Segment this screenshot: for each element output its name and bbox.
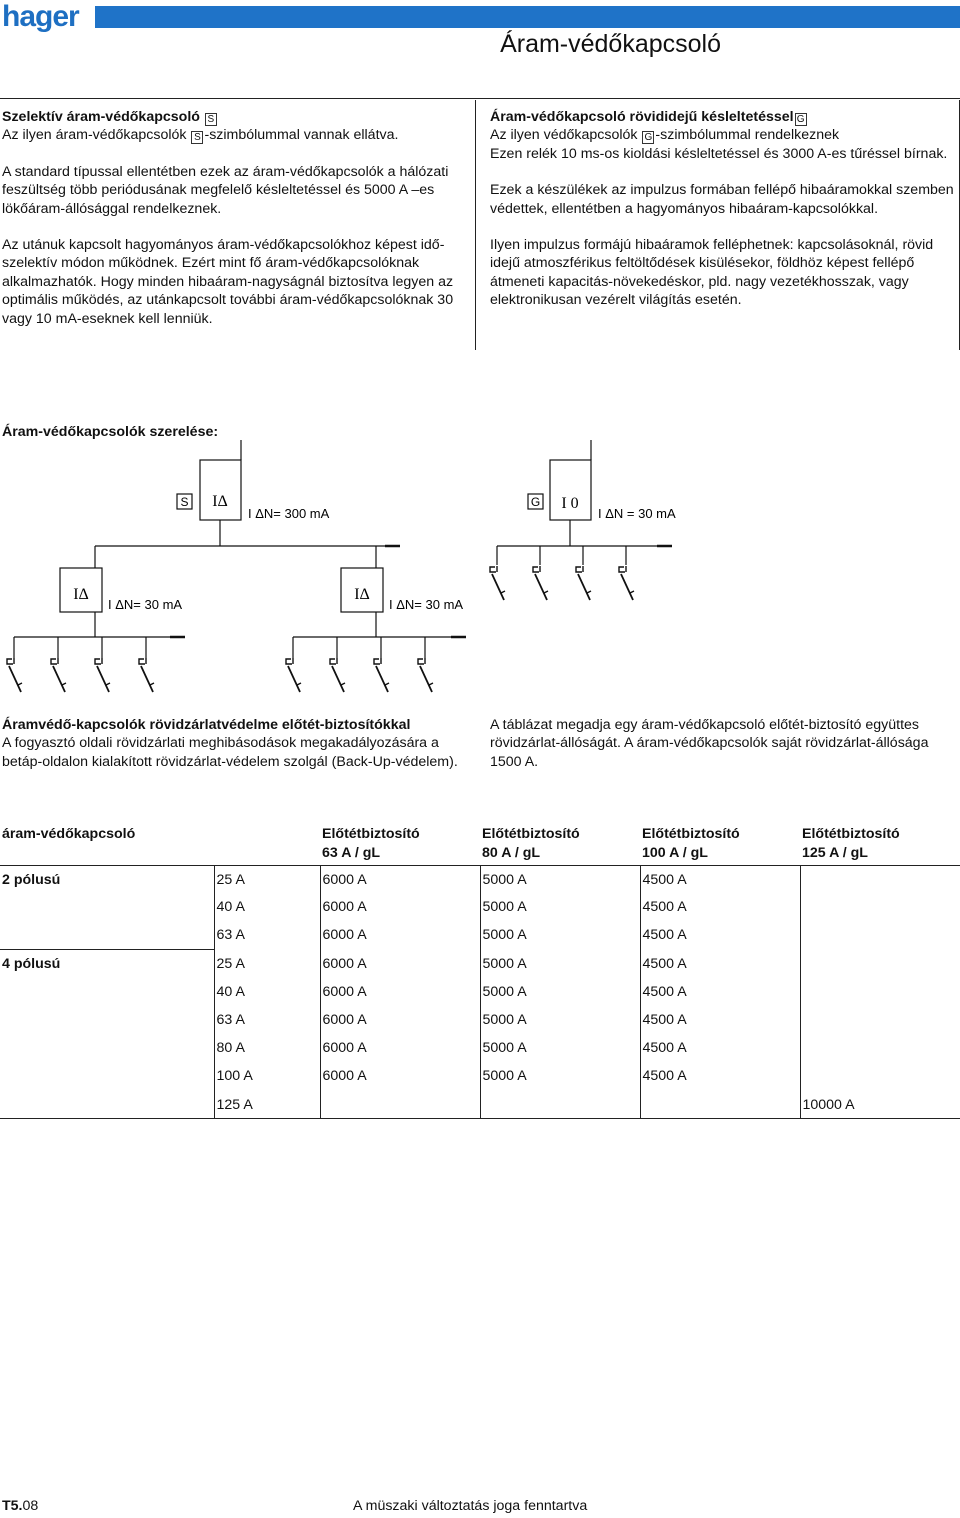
column-divider-left [475, 100, 476, 350]
col-header: Előtétbiztosító 80 A / gL [482, 826, 580, 861]
row-value [800, 950, 960, 978]
col-header: Előtétbiztosító 125 A / gL [802, 826, 900, 861]
col0-header: áram-védőkapcsoló [2, 826, 136, 842]
sub1-rating: I ΔN= 30 mA [108, 597, 183, 612]
page-code: T5.08 [2, 1498, 39, 1514]
page-title: Áram-védőkapcsoló [500, 30, 721, 58]
g-symbol-icon: G [795, 113, 807, 126]
table-row [0, 1034, 960, 1062]
left-column [2, 108, 467, 346]
row-value [800, 1034, 960, 1062]
main-g-rating: I ΔN = 30 mA [598, 506, 676, 521]
logo-text: hager [2, 0, 79, 33]
row-value [800, 865, 960, 893]
short-delay-line1: Az ilyen védőkapcsolók G -szimbólummal rendelkeznek [490, 127, 840, 144]
installation-diagram [0, 440, 960, 700]
footer-note: A müszaki változtatás joga fenntartva [353, 1498, 588, 1514]
short-delay-line2: Ezen relék 10 ms-os kioldási késleltetéssel és 3000 A-es tűréssel bírnak. [490, 145, 948, 162]
backup-section [2, 716, 462, 771]
row-value [800, 921, 960, 949]
table-row [0, 978, 960, 1006]
row-value: 6000 A [320, 1006, 480, 1034]
header-bar [95, 6, 960, 28]
row-value: 5000 A [480, 1006, 640, 1034]
table-row [0, 1091, 960, 1119]
top-rule [0, 98, 960, 99]
row-rating: 25 A [214, 865, 320, 893]
s-symbol-icon: S [191, 131, 203, 144]
main-s-symbol: S [180, 495, 189, 509]
row-value [640, 1091, 800, 1119]
col-header: Előtétbiztosító 63 A / gL [322, 826, 420, 861]
backup-right-text: A táblázat megadja egy áram-védőkapcsoló előtét-biztosító együttes rövidzárlat-állóságát. A áram-védőkapcsolók saját rövidzárlat-állósága 1500 A. [490, 717, 929, 770]
table-header-row [0, 821, 960, 865]
s-symbol-icon: S [205, 113, 217, 126]
selective-line1: Az ilyen áram-védőkapcsolók S -szimbólummal vannak ellátva. [2, 127, 399, 144]
row-group-label [0, 921, 214, 949]
hager-logo [2, 0, 82, 34]
row-group-label [0, 1006, 214, 1034]
row-group-label [0, 1091, 214, 1119]
row-value: 6000 A [320, 950, 480, 978]
short-delay-para2: Ezek a készülékek az impulzus formában fellépő hibaáramokkal szemben védettek, ellentétben a hagyományos hibaáram-kapcsolókkal. [490, 182, 954, 217]
installation-heading: Áram-védőkapcsolók szerelése: [2, 424, 219, 440]
sub-device-1 [7, 546, 185, 692]
main-s-device [95, 440, 400, 546]
main-s-rating: I ΔN= 300 mA [248, 506, 330, 521]
row-group-label [0, 1062, 214, 1090]
row-value: 6000 A [320, 1034, 480, 1062]
row-value [800, 1062, 960, 1090]
selective-para2: A standard típussal ellentétben ezek az áram-védőkapcsolók a hálózati feszültség több periódusának megfelelő késleltetéssel és 5000 A –es lökőáram-állósággal rendelkeznek. [2, 163, 449, 217]
row-value: 5000 A [480, 1062, 640, 1090]
sub-device-2 [286, 546, 466, 692]
g-symbol-icon: G [642, 131, 654, 144]
sub1-device-label: IΔ [73, 586, 89, 603]
row-value: 4500 A [640, 1006, 800, 1034]
row-value: 5000 A [480, 978, 640, 1006]
row-value: 4500 A [640, 950, 800, 978]
selective-heading: Szelektív áram-védőkapcsoló S [2, 108, 467, 126]
row-group-label: 2 pólusú [2, 871, 61, 888]
row-group-label [0, 1034, 214, 1062]
sub2-device-label: IΔ [354, 586, 370, 603]
row-rating: 80 A [214, 1034, 320, 1062]
col-header: Előtétbiztosító 100 A / gL [642, 826, 740, 861]
table-row [0, 865, 960, 893]
row-rating: 40 A [214, 978, 320, 1006]
right-column [490, 108, 955, 328]
row-rating: 63 A [214, 921, 320, 949]
row-value [480, 1091, 640, 1119]
row-rating: 100 A [214, 1062, 320, 1090]
row-value: 6000 A [320, 921, 480, 949]
row-group-label: 4 pólusú [0, 950, 214, 978]
row-value [800, 893, 960, 921]
short-delay-heading: Áram-védőkapcsoló rövididejű késleltetéssel G [490, 108, 955, 126]
row-rating: 63 A [214, 1006, 320, 1034]
main-g-symbol: G [530, 495, 541, 509]
row-value: 4500 A [640, 893, 800, 921]
row-rating: 25 A [214, 950, 320, 978]
row-value: 6000 A [320, 978, 480, 1006]
backup-heading: Áramvédő-kapcsolók rövidzárlatvédelme előtét-biztosítókkal [2, 717, 411, 733]
main-s-device-label: IΔ [212, 493, 228, 510]
row-value: 4500 A [640, 865, 800, 893]
backup-table [0, 821, 960, 1119]
row-value: 6000 A [320, 865, 480, 893]
short-delay-para3: Ilyen impulzus formájú hibaáramok felléphetnek: kapcsolásoknál, rövid idejű atmoszférikus feltöltődések kisülésekor, földhöz képest fellépő átmeneti kapacitás-növekedéskor, pld. nagy vezetékhosszak, vagy elektronikusan vezérelt világítás esetén. [490, 237, 934, 309]
row-group-label [0, 978, 214, 1006]
table-row [0, 950, 960, 978]
main-g-device-label: I 0 [561, 495, 579, 512]
row-value [800, 978, 960, 1006]
table-row [0, 893, 960, 921]
selective-para3: Az utánuk kapcsolt hagyományos áram-védőkapcsolókhoz képest idő-szelektív módon működnek. Ezért mint fő áram-védőkapcsolóknak alkalmazhatók. Hogy minden hibaáram-nagyságnál biztosítva legyen az optimális működés, az utánkapcsolt további áram-védőkapcsolóknak 30 vagy 10 mA-eseknek kell lenniük. [2, 237, 454, 327]
row-value: 5000 A [480, 1034, 640, 1062]
main-g-device [490, 440, 676, 600]
row-value: 5000 A [480, 950, 640, 978]
row-value: 6000 A [320, 893, 480, 921]
row-rating: 40 A [214, 893, 320, 921]
row-value: 5000 A [480, 921, 640, 949]
row-value: 4500 A [640, 978, 800, 1006]
row-value [320, 1091, 480, 1119]
table-row [0, 1006, 960, 1034]
row-group-label [0, 893, 214, 921]
table-row [0, 1062, 960, 1090]
row-value: 4500 A [640, 921, 800, 949]
sub2-rating: I ΔN= 30 mA [389, 597, 464, 612]
row-value: 5000 A [480, 893, 640, 921]
table-row [0, 921, 960, 949]
row-value: 4500 A [640, 1062, 800, 1090]
row-value [800, 1006, 960, 1034]
row-value: 4500 A [640, 1034, 800, 1062]
row-value: 10000 A [800, 1091, 960, 1119]
backup-text: A fogyasztó oldali rövidzárlati meghibásodások megakadályozására a betáp-oldalon kialakított rövidzárlat-védelem szolgál (Back-Up-védelem). [2, 735, 458, 770]
row-value: 5000 A [480, 865, 640, 893]
row-rating: 125 A [214, 1091, 320, 1119]
row-value: 6000 A [320, 1062, 480, 1090]
